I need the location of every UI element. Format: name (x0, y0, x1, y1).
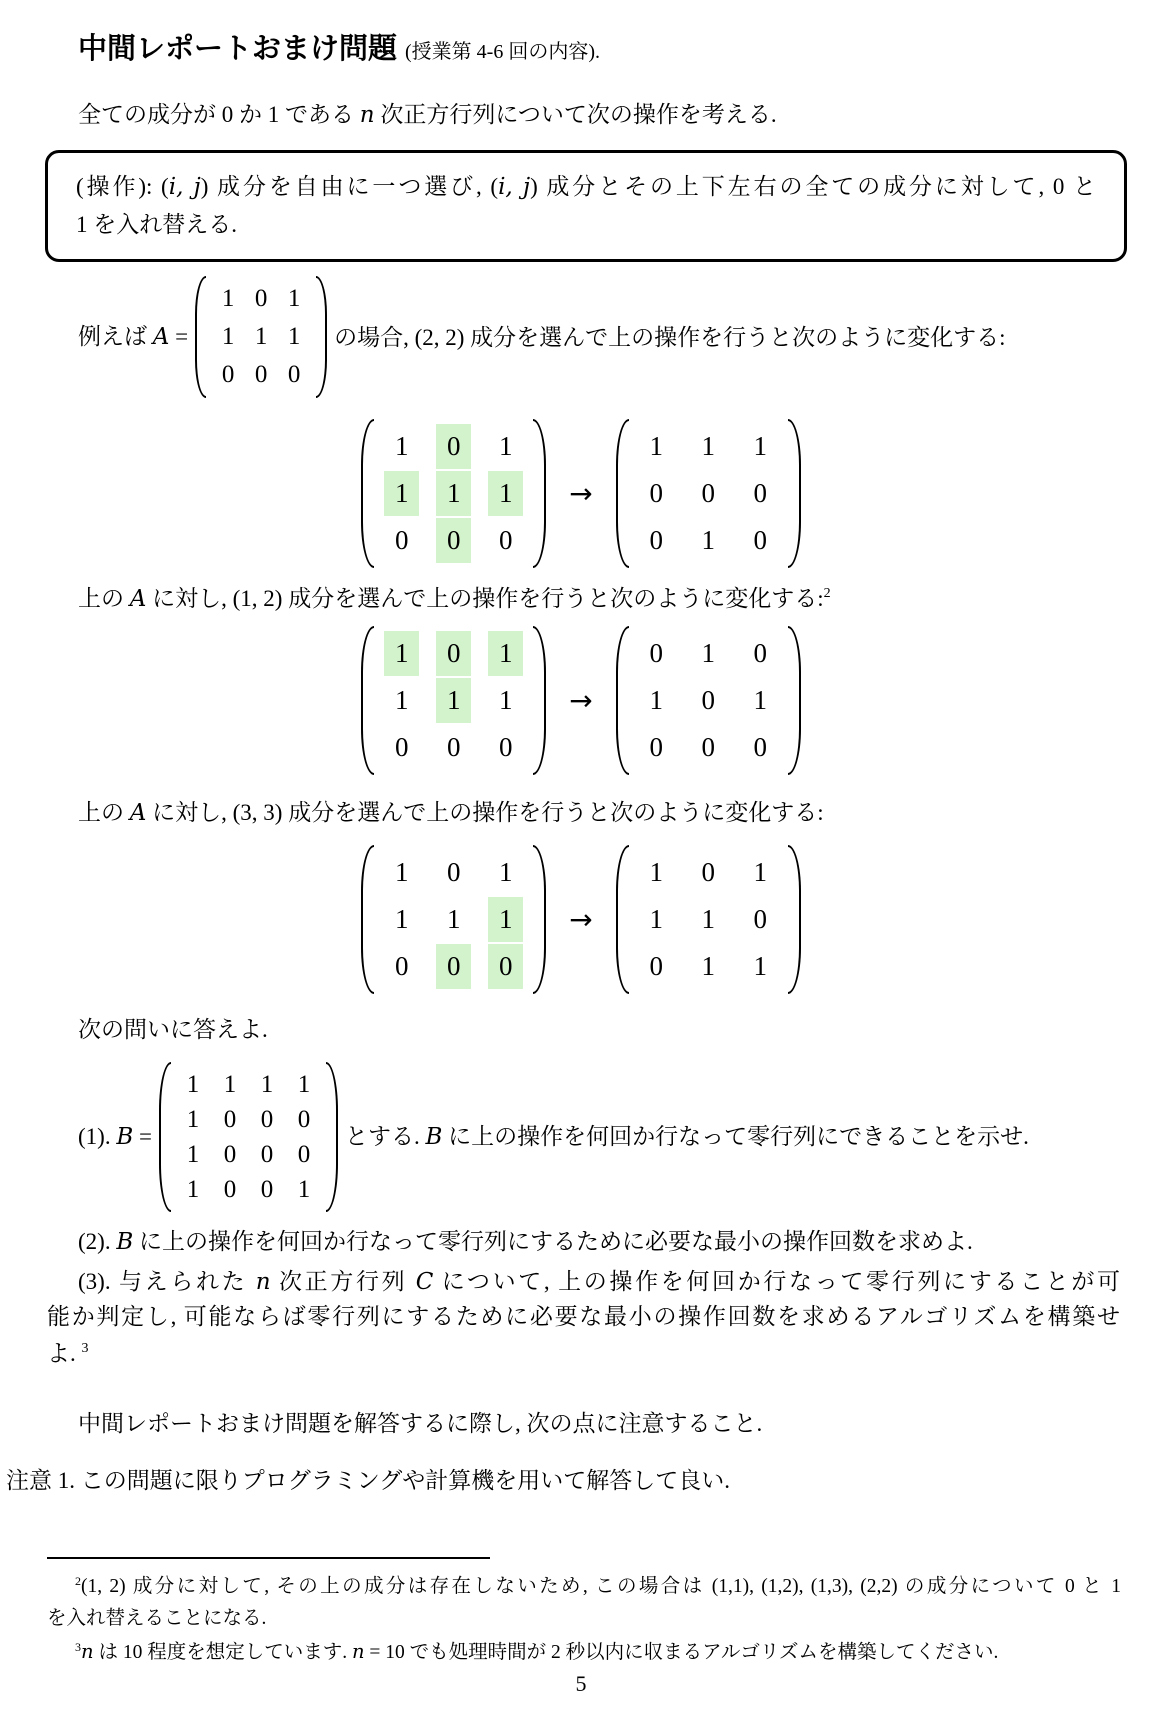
example-before-text: 例えば A = (78, 324, 189, 350)
matrix-cell-highlighted: 0 (436, 424, 471, 469)
page-number: 5 (575, 1671, 587, 1696)
title-main: 中間レポートおまけ問題 (78, 33, 398, 65)
matrix-cell: 1 (701, 431, 715, 461)
matrix-b (159, 1062, 338, 1212)
matrix-cell: 0 (395, 732, 409, 762)
matrix-cell: 1 (649, 431, 663, 461)
matrix-before-op12 (361, 626, 546, 775)
matrix-after-op22 (616, 419, 801, 568)
matrix-cell: 1 (447, 904, 461, 934)
matrix-left-paren (361, 845, 374, 994)
matrix-a (195, 276, 327, 398)
matrix-cell: 0 (649, 478, 663, 508)
matrix-cell: 1 (186, 1175, 200, 1203)
arrow-right-icon: → (569, 684, 593, 717)
matrix-right-paren (533, 419, 546, 568)
matrix-cell: 0 (701, 732, 715, 762)
matrix-cell-highlighted: 1 (436, 471, 471, 516)
matrix-left-paren (616, 626, 629, 775)
matrix-right-paren (316, 276, 327, 398)
matrix-after-op33 (616, 845, 801, 994)
matrix-cell: 0 (753, 904, 767, 934)
paragraph-op12: 上の A に対し, (1, 2) 成分を選んで上の操作を行うと次のように変化する:$^2$ (78, 586, 831, 612)
matrix-cell: 1 (701, 638, 715, 668)
arrow-right-icon: → (569, 477, 593, 510)
matrix-cell: 1 (186, 1105, 200, 1133)
remark-1: 注意 1. この問題に限りプログラミングや計算機を用いて解答して良い. (6, 1468, 731, 1493)
matrix-cell-highlighted: 1 (488, 631, 523, 676)
question-3-line3: よ. $^3$ (47, 1341, 89, 1366)
matrix-left-paren (195, 276, 206, 398)
matrix-cell-highlighted: 1 (488, 471, 523, 516)
matrix-cell-highlighted: 0 (436, 944, 471, 989)
matrix-cell: 0 (701, 685, 715, 715)
matrix-cell: 0 (287, 361, 301, 388)
q1-before-text: (1). B = (78, 1124, 152, 1150)
page-title (78, 26, 600, 67)
matrix-cell-highlighted: 0 (436, 631, 471, 676)
matrix-cell: 0 (701, 857, 715, 887)
question-3-line1: (3). 与えられた n 次正方行列 C について, 上の操作を何回か行なって零行列にすることが可 (78, 1269, 1121, 1295)
matrix-cell: 1 (701, 904, 715, 934)
matrix-cell: 1 (395, 685, 409, 715)
matrix-before-op33 (361, 845, 546, 994)
matrix-cell: 1 (649, 857, 663, 887)
matrix-cell: 1 (753, 951, 767, 981)
matrix-right-paren (326, 1062, 338, 1212)
matrix-cell: 1 (499, 685, 513, 715)
matrix-cell-highlighted: 0 (488, 944, 523, 989)
matrix-left-paren (616, 845, 629, 994)
operation-box (45, 150, 1127, 262)
matrix-cell: 1 (395, 904, 409, 934)
matrix-cell: 0 (499, 525, 513, 555)
matrix-cell: 0 (649, 638, 663, 668)
matrix-cell: 0 (260, 1175, 274, 1203)
matrix-cell: 1 (287, 285, 301, 312)
matrix-cell: 0 (753, 732, 767, 762)
example-after-text: の場合, (2, 2) 成分を選んで上の操作を行うと次のように変化する: (334, 324, 1006, 350)
matrix-cell: 1 (701, 525, 715, 555)
matrix-right-paren (788, 419, 801, 568)
matrix-cell: 1 (499, 431, 513, 461)
question-1-row (78, 1062, 1029, 1212)
note-intro: 中間レポートおまけ問題を解答するに際し, 次の点に注意すること. (78, 1411, 763, 1436)
question-3-line2: 能か判定し, 可能ならば零行列にするために必要な最小の操作回数を求めるアルゴリズムを構築せ (47, 1304, 1120, 1329)
matrix-cell: 0 (701, 478, 715, 508)
arrow-right-icon: → (569, 903, 593, 936)
paragraph-op33: 上の A に対し, (3, 3) 成分を選んで上の操作を行うと次のように変化する: (78, 800, 824, 826)
matrix-cell: 0 (753, 638, 767, 668)
matrix-left-paren (616, 419, 629, 568)
matrix-cell: 0 (223, 1140, 237, 1168)
transformation-display-op33 (0, 845, 1162, 994)
matrix-cell: 0 (221, 361, 235, 388)
matrix-cell-highlighted: 0 (436, 518, 471, 563)
matrix-cell: 1 (297, 1175, 311, 1203)
matrix-cell: 1 (753, 685, 767, 715)
footnote-rule (47, 1557, 490, 1559)
matrix-cell: 0 (753, 478, 767, 508)
operation-box-line2: 1 を入れ替える. (76, 212, 237, 237)
matrix-cell-highlighted: 1 (488, 897, 523, 942)
footnote-2-line1: $^2$(1, 2) 成分に対して, その上の成分は存在しないため, この場合は (1,1), (1,2), (1,3), (2,2) の成分について 0 と 1 (75, 1574, 1121, 1597)
matrix-cell: 1 (395, 431, 409, 461)
matrix-cell: 1 (753, 857, 767, 887)
matrix-cell: 0 (260, 1105, 274, 1133)
matrix-cell: 1 (223, 1070, 237, 1098)
matrix-right-paren (788, 626, 801, 775)
intro-paragraph: 全ての成分が 0 か 1 である n 次正方行列について次の操作を考える. (78, 102, 777, 128)
matrix-cell: 0 (395, 951, 409, 981)
matrix-cell: 1 (753, 431, 767, 461)
matrix-cell: 1 (186, 1140, 200, 1168)
matrix-cell: 0 (447, 857, 461, 887)
footnote-3: $^3$n は 10 程度を想定しています. n = 10 でも処理時間が 2 秒以内に収まるアルゴリズムを構築してください. (75, 1640, 999, 1663)
transformation-display-op22 (0, 419, 1162, 568)
matrix-cell: 0 (260, 1140, 274, 1168)
matrix-cell: 1 (297, 1070, 311, 1098)
matrix-cell-highlighted: 1 (384, 631, 419, 676)
matrix-left-paren (159, 1062, 171, 1212)
matrix-cell: 0 (395, 525, 409, 555)
matrix-before-op22 (361, 419, 546, 568)
q1-after-text: とする. B に上の操作を何回か行なって零行列にできることを示せ. (344, 1124, 1029, 1150)
matrix-cell: 0 (753, 525, 767, 555)
matrix-after-op12 (616, 626, 801, 775)
matrix-cell: 0 (447, 732, 461, 762)
matrix-cell: 0 (499, 732, 513, 762)
matrix-cell-highlighted: 1 (384, 471, 419, 516)
matrix-cell: 0 (297, 1105, 311, 1133)
matrix-cell: 0 (223, 1175, 237, 1203)
matrix-cell: 1 (395, 857, 409, 887)
example-definition-row (78, 276, 1006, 398)
matrix-cell: 1 (649, 904, 663, 934)
matrix-right-paren (788, 845, 801, 994)
matrix-cell-highlighted: 1 (436, 678, 471, 723)
matrix-cell: 1 (649, 685, 663, 715)
matrix-right-paren (533, 626, 546, 775)
matrix-cell: 1 (287, 323, 301, 350)
footnote-2-line2: を入れ替えることになる. (47, 1608, 267, 1629)
matrix-cell: 1 (701, 951, 715, 981)
matrix-cell: 0 (649, 525, 663, 555)
matrix-cell: 1 (499, 857, 513, 887)
operation-box-line1: (操作): (i, j) 成分を自由に一つ選び, (i, j) 成分とその上下左右の全ての成分に対して, 0 と (76, 174, 1097, 200)
matrix-cell: 0 (649, 951, 663, 981)
matrix-cell: 1 (186, 1070, 200, 1098)
questions-intro: 次の問いに答えよ. (78, 1017, 268, 1042)
matrix-cell: 1 (221, 285, 235, 312)
matrix-left-paren (361, 626, 374, 775)
matrix-cell: 0 (223, 1105, 237, 1133)
matrix-cell: 1 (254, 323, 268, 350)
title-sub: (授業第 4-6 回の内容). (405, 41, 600, 63)
matrix-right-paren (533, 845, 546, 994)
transformation-display-op12 (0, 626, 1162, 775)
question-2: (2). B に上の操作を何回か行なって零行列にするために必要な最小の操作回数を求めよ. (78, 1229, 973, 1255)
matrix-cell: 1 (221, 323, 235, 350)
matrix-cell: 0 (297, 1140, 311, 1168)
matrix-left-paren (361, 419, 374, 568)
matrix-cell: 1 (260, 1070, 274, 1098)
matrix-cell: 0 (254, 361, 268, 388)
matrix-cell: 0 (649, 732, 663, 762)
matrix-cell: 0 (254, 285, 268, 312)
